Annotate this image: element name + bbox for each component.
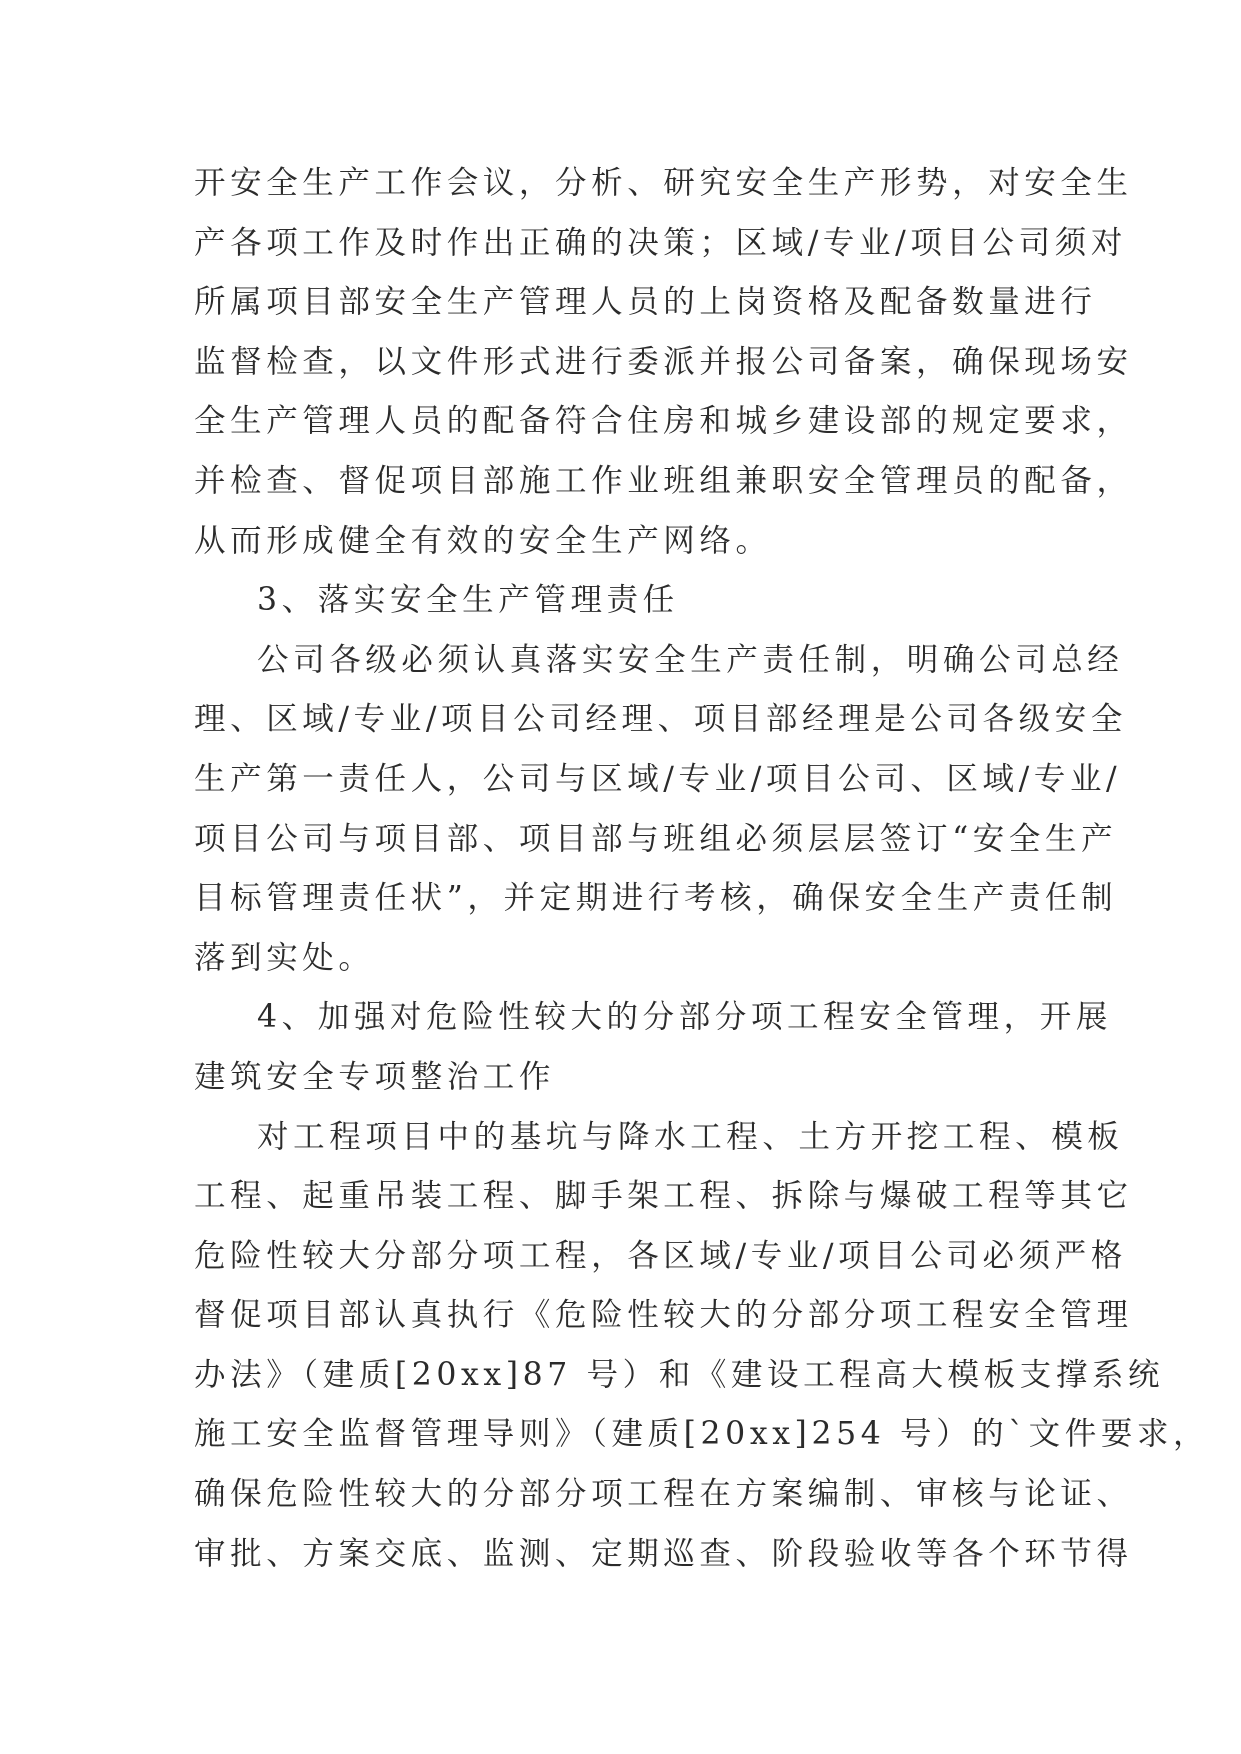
text-line-19: 危险性较大分部分项工程，各区域/专业/项目公司必须严格 bbox=[194, 1237, 1127, 1274]
section-heading-4-cont: 建筑安全专项整治工作 bbox=[194, 1058, 556, 1095]
text-line-12: 项目公司与项目部、项目部与班组必须层层签订“安全生产 bbox=[194, 820, 1118, 857]
text-line-7: 从而形成健全有效的安全生产网络。 bbox=[194, 522, 772, 559]
text-line-10: 理、区域/专业/项目公司经理、项目部经理是公司各级安全 bbox=[194, 701, 1127, 738]
text-line-21: 办法》（建质[20xx]87 号）和《建设工程高大模板支撑系统 bbox=[194, 1356, 1165, 1393]
text-line-11: 生产第一责任人，公司与区域/专业/项目公司、区域/专业/ bbox=[194, 760, 1122, 797]
text-line-4: 监督检查，以文件形式进行委派并报公司备案，确保现场安 bbox=[194, 343, 1133, 380]
text-line-3: 所属项目部安全生产管理人员的上岗资格及配备数量进行 bbox=[194, 284, 1097, 321]
text-line-1: 开安全生产工作会议，分析、研究安全生产形势，对安全生 bbox=[194, 165, 1133, 201]
body-text bbox=[194, 154, 1210, 1584]
section-heading-4: 4、加强对危险性较大的分部分项工程安全管理，开展 bbox=[257, 999, 1112, 1036]
text-line-20: 督促项目部认真执行《危险性较大的分部分项工程安全管理 bbox=[194, 1297, 1133, 1334]
text-line-17: 对工程项目中的基坑与降水工程、土方开挖工程、模板 bbox=[257, 1118, 1124, 1155]
text-line-5: 全生产管理人员的配备符合住房和城乡建设部的规定要求， bbox=[194, 403, 1133, 440]
text-line-18: 工程、起重吊装工程、脚手架工程、拆除与爆破工程等其它 bbox=[194, 1178, 1133, 1215]
text-line-14: 落到实处。 bbox=[194, 939, 375, 976]
text-line-24: 审批、方案交底、监测、定期巡查、阶段验收等各个环节得 bbox=[194, 1535, 1133, 1572]
section-heading-3: 3、落实安全生产管理责任 bbox=[257, 582, 679, 619]
text-line-2: 产各项工作及时作出正确的决策；区域/专业/项目公司须对 bbox=[194, 224, 1127, 261]
text-line-23: 确保危险性较大的分部分项工程在方案编制、审核与论证、 bbox=[194, 1476, 1133, 1513]
text-line-13: 目标管理责任状”，并定期进行考核，确保安全生产责任制 bbox=[194, 880, 1118, 917]
text-line-22: 施工安全监督管理导则》（建质[20xx]254 号）的`文件要求， bbox=[194, 1416, 1210, 1453]
text-line-6: 并检查、督促项目部施工作业班组兼职安全管理员的配备， bbox=[194, 462, 1133, 499]
text-line-9: 公司各级必须认真落实安全生产责任制，明确公司总经 bbox=[257, 641, 1124, 678]
